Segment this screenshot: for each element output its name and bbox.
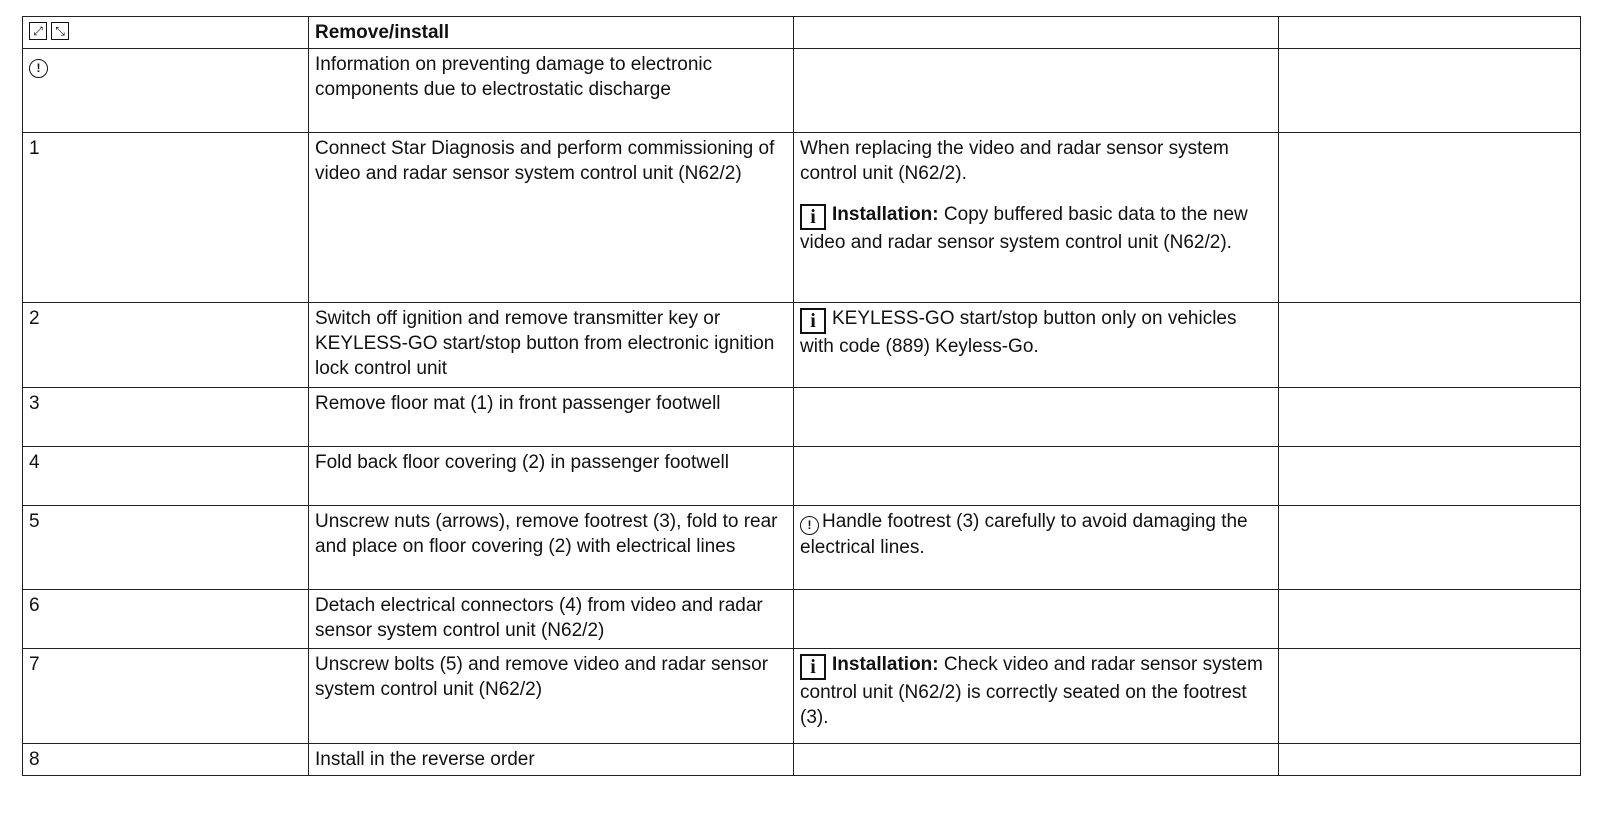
empty-cell	[1279, 649, 1581, 744]
step-row-4	[23, 447, 1581, 506]
installation-label: Installation:	[832, 654, 939, 675]
esd-row	[23, 49, 1581, 133]
step-note-cell	[794, 303, 1279, 388]
header-title: Remove/install	[309, 17, 794, 49]
step-row-7	[23, 649, 1581, 744]
step-action: Remove floor mat (1) in front passenger footwell	[309, 388, 794, 447]
empty-cell	[794, 744, 1279, 776]
step-action: Connect Star Diagnosis and perform commissioning of video and radar sensor system control unit (N62/2)	[309, 133, 794, 303]
empty-cell	[794, 49, 1279, 133]
header-empty-cell-3	[794, 17, 1279, 49]
empty-cell	[1279, 133, 1581, 303]
step-row-2	[23, 303, 1581, 388]
esd-warning-icon[interactable]: !	[29, 59, 48, 78]
step-number: 4	[23, 447, 309, 506]
step-row-3	[23, 388, 1581, 447]
step-note-cell	[794, 133, 1279, 303]
esd-icon-cell	[23, 49, 309, 133]
header-empty-cell-4	[1279, 17, 1581, 49]
esd-note-text: Handle footrest (3) carefully to avoid damaging the electrical lines.	[800, 511, 1248, 558]
step-row-5	[23, 506, 1581, 590]
info-text: KEYLESS-GO start/stop button only on vehicles with code (889) Keyless-Go.	[800, 308, 1237, 357]
step-number: 7	[23, 649, 309, 744]
step-number: 6	[23, 590, 309, 649]
step-action: Unscrew bolts (5) and remove video and radar sensor system control unit (N62/2)	[309, 649, 794, 744]
empty-cell	[1279, 506, 1581, 590]
empty-cell	[1279, 590, 1581, 649]
empty-cell	[1279, 49, 1581, 133]
esd-warning-icon: !	[800, 516, 819, 535]
empty-cell	[794, 590, 1279, 649]
empty-cell	[1279, 303, 1581, 388]
step-number: 1	[23, 133, 309, 303]
empty-cell	[794, 447, 1279, 506]
step-note-cell	[794, 649, 1279, 744]
step-row-6	[23, 590, 1581, 649]
step-action: Fold back floor covering (2) in passenger footwell	[309, 447, 794, 506]
step-row-1	[23, 133, 1581, 303]
empty-cell	[794, 388, 1279, 447]
header-row	[23, 17, 1581, 49]
collapse-icon[interactable]: ⤡	[51, 22, 69, 40]
step-action: Unscrew nuts (arrows), remove footrest (3), fold to rear and place on floor covering (2) with electrical lines	[309, 506, 794, 590]
header-icons-cell	[23, 17, 309, 49]
empty-cell	[1279, 447, 1581, 506]
info-icon: i	[800, 654, 826, 680]
step-number: 2	[23, 303, 309, 388]
empty-cell	[1279, 388, 1581, 447]
info-icon: i	[800, 204, 826, 230]
installation-text: Check video and radar sensor system control unit (N62/2) is correctly seated on the footrest (3).	[800, 654, 1263, 728]
installation-label: Installation:	[832, 204, 939, 225]
step-action: Switch off ignition and remove transmitter key or KEYLESS-GO start/stop button from electronic ignition lock control unit	[309, 303, 794, 388]
procedure-table	[22, 16, 1581, 776]
esd-info-text: Information on preventing damage to electronic components due to electrostatic discharge	[309, 49, 794, 133]
step-number: 8	[23, 744, 309, 776]
step-note-cell	[794, 506, 1279, 590]
step-row-8	[23, 744, 1581, 776]
step-note: When replacing the video and radar sensor system control unit (N62/2).	[800, 138, 1229, 184]
installation-note	[800, 202, 1272, 255]
step-number: 5	[23, 506, 309, 590]
step-action: Detach electrical connectors (4) from video and radar sensor system control unit (N62/2)	[309, 590, 794, 649]
step-action: Install in the reverse order	[309, 744, 794, 776]
empty-cell	[1279, 744, 1581, 776]
info-icon: i	[800, 308, 826, 334]
step-number: 3	[23, 388, 309, 447]
expand-icon[interactable]: ⤢	[29, 22, 47, 40]
installation-text: Copy buffered basic data to the new video and radar sensor system control unit (N62/2).	[800, 204, 1248, 253]
